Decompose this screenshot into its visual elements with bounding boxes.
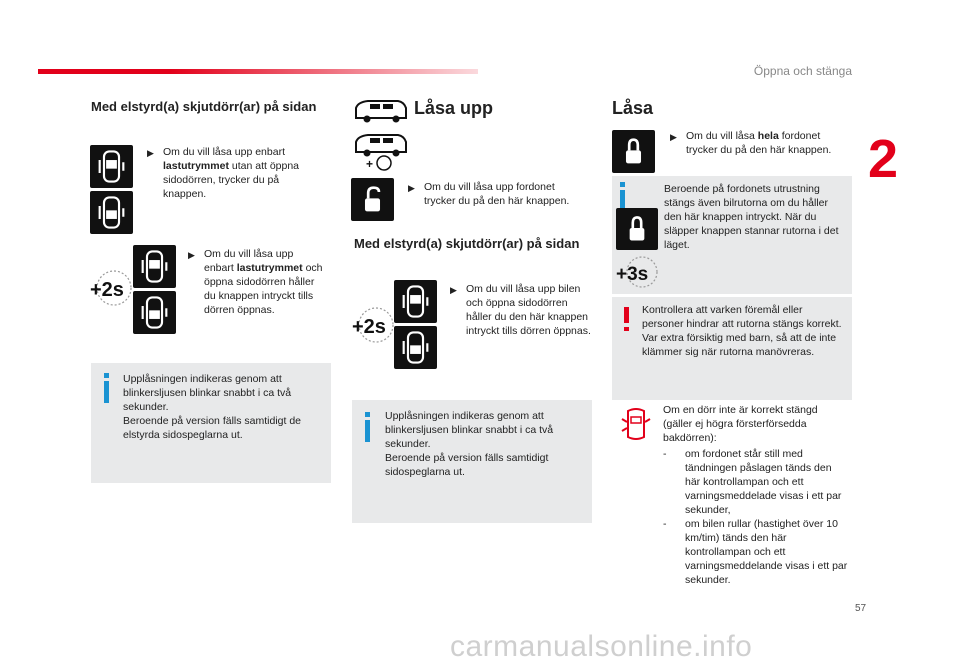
lock-key-button-icon <box>616 208 658 250</box>
warning-text: Kontrollera att varken föremål eller personer hindrar att rutorna stängs korrekt. Var extra försiktig med barn, så att de inte klämmer sig när rutorna manövreras. <box>642 304 842 358</box>
warning-icon <box>624 307 629 323</box>
svg-text:+: + <box>366 157 374 171</box>
unlock-key-button-icon <box>351 178 394 221</box>
right-item1-text: ▶ Om du vill låsa hela fordonet trycker du på den här knappen. <box>670 130 832 156</box>
header-red-bar <box>38 69 478 74</box>
warning-box <box>612 297 852 400</box>
svg-text:+2s: +2s <box>352 316 386 338</box>
info-icon <box>365 420 370 442</box>
left-item1-text: ▶ Om du vill låsa upp enbart lastutrymmet utan att öppna sidodörren, trycker du på knappen. <box>147 146 300 200</box>
door-open-warning-lamp-icon <box>616 405 656 445</box>
left-info-text: Upplåsningen indikeras genom att blinkersljusen blinkar snabbt i ca två sekunder. Beroende på version fälls samtidigt de elstyrda sidospeglarna ut. <box>123 373 302 441</box>
middle-info-text: Upplåsningen indikeras genom att blinkersljusen blinkar snabbt i ca två sekunder. Beroende på version fälls samtidigt sidospeglarna ut. <box>385 410 554 478</box>
arrow-bullet-icon: ▶ <box>450 285 457 295</box>
list-item: - om bilen rullar (hastighet över 10 km/tim) tänds den här kontrollampan och ett varningsmeddelande visas i ett par sekunder. <box>663 518 848 586</box>
middle-subheading: Med elstyrd(a) skjutdörr(ar) på sidan <box>354 236 580 251</box>
door-warning-list <box>663 447 848 587</box>
door-warning-text: Om en dörr inte är korrekt stängd (gäller ej högra försterförsedda bakdörren): <box>663 404 818 444</box>
right-info-box <box>612 176 852 294</box>
cargo-unlock-key-icon <box>90 145 135 235</box>
unlock-heading: Låsa upp <box>414 98 494 118</box>
left-heading: Med elstyrd(a) skjutdörr(ar) på sidan <box>91 99 317 114</box>
cargo-open-key-icon <box>133 245 178 335</box>
plus-2s-badge <box>350 305 394 345</box>
van-icon <box>352 96 410 124</box>
middle-item1-text: ▶ Om du vill låsa upp fordonet trycker du på den här knappen. <box>408 181 570 207</box>
arrow-bullet-icon: ▶ <box>408 183 415 193</box>
right-info-text: Beroende på fordonets utrustning stängs även bilrutorna om du håller den här knappen intryckt. När du släpper knappen stannar rutorna i det läget. <box>664 183 839 251</box>
list-item: - om fordonet står still med tändningen påslagen tänds den här kontrollampan och ett varningsmeddelade visas i ett par sekunder, <box>663 448 842 516</box>
page-number: 57 <box>855 603 867 614</box>
plus-3s-badge <box>614 254 660 290</box>
left-info-box <box>91 363 331 483</box>
svg-text:+3s: +3s <box>616 264 649 285</box>
middle-item2-text: ▶ Om du vill låsa upp bilen och öppna sidodörren håller du den här knappen intryckt tills dörren öppnas. <box>450 283 591 337</box>
lock-key-button-icon <box>612 130 655 173</box>
info-icon <box>104 381 109 403</box>
arrow-bullet-icon: ▶ <box>670 132 677 142</box>
side-door-open-key-icon <box>394 280 439 370</box>
arrow-bullet-icon: ▶ <box>188 250 195 260</box>
arrow-bullet-icon: ▶ <box>147 148 154 158</box>
svg-text:+2s: +2s <box>90 279 124 301</box>
middle-info-box <box>352 400 592 523</box>
chapter-number: 2 <box>868 129 899 189</box>
plus-2s-badge <box>88 268 132 308</box>
left-item2-text: ▶ Om du vill låsa upp enbart lastutrymmet och öppna sidodörren håller du knappen intryckt tills dörren öppnas. <box>188 248 323 316</box>
chapter-title: Öppna och stänga <box>753 64 852 78</box>
lock-heading: Låsa <box>612 98 654 118</box>
van-cargo-plus-icon <box>352 130 410 172</box>
watermark: carmanualsonline.info <box>450 630 753 663</box>
